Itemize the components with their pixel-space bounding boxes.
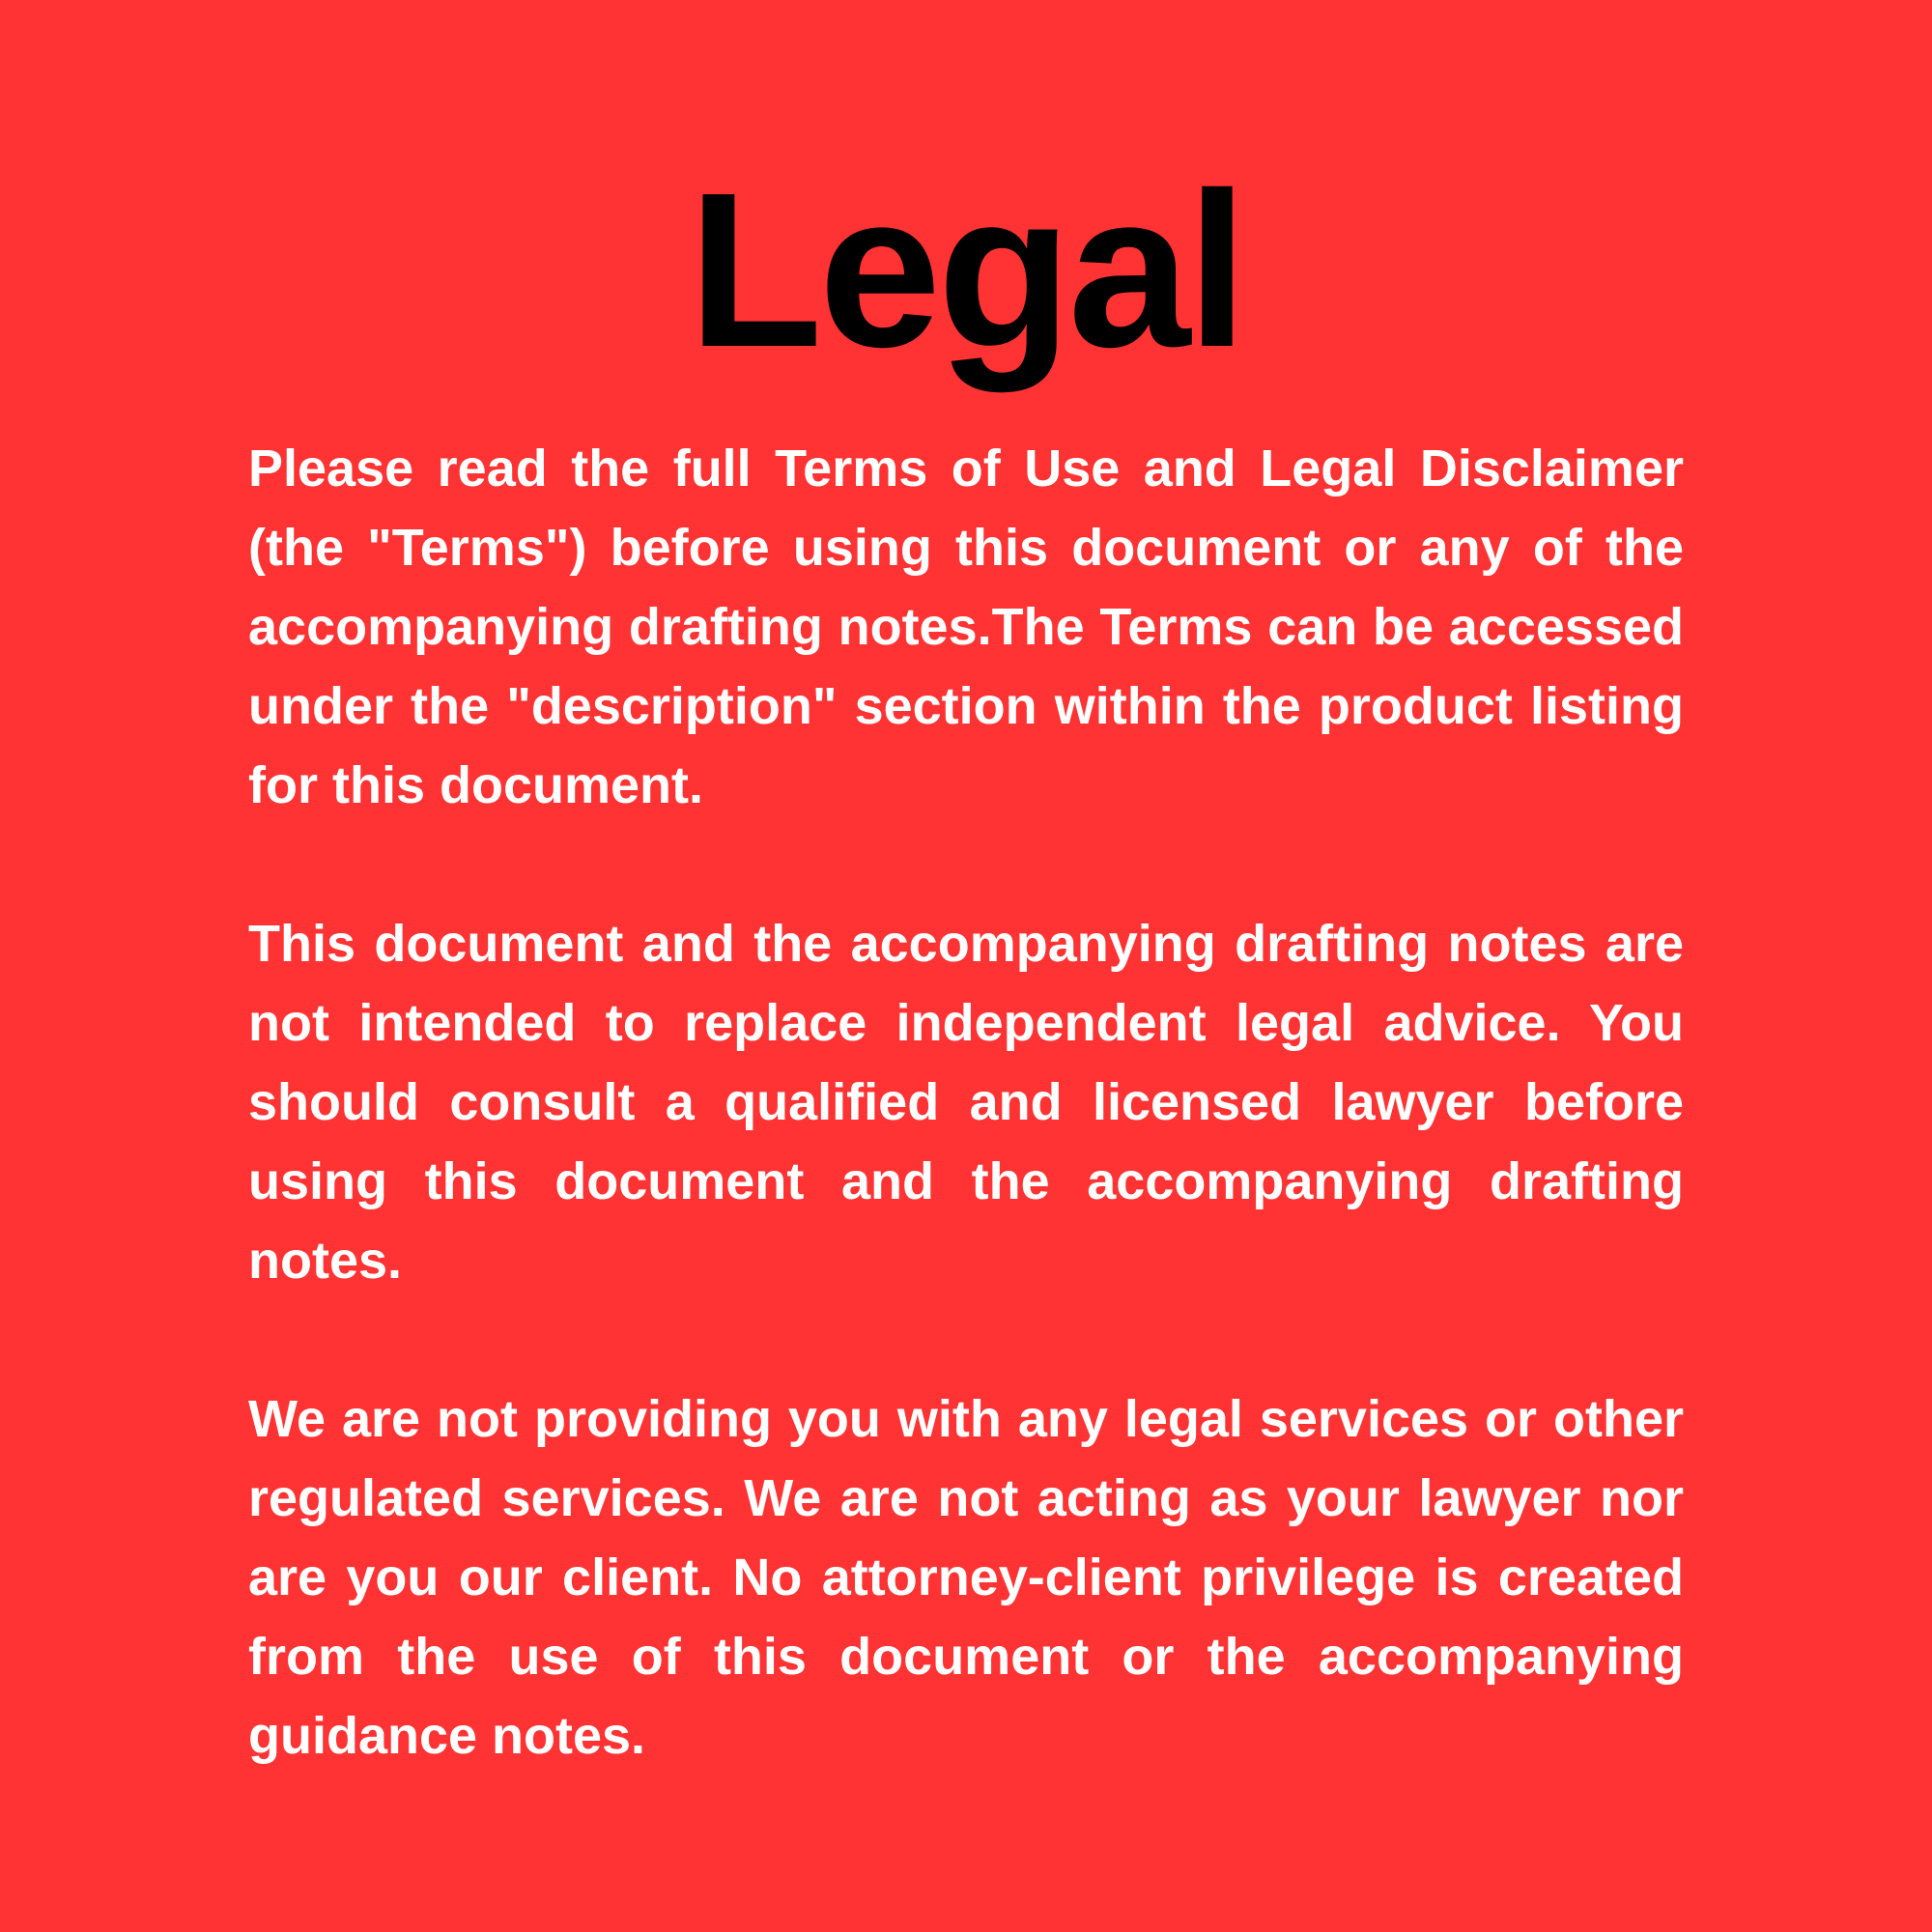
legal-advice-paragraph: This document and the accompanying drafting notes are not intended to replace independent legal advice. You should consult a qualified and licensed lawyer before using this document and the accompanying drafting notes. (248, 915, 1684, 1290)
terms-paragraph: Please read the full Terms of Use and Legal Disclaimer (the "Terms") before using this document or any of the accompanying drafting notes.The Terms can be accessed under the "description" section within the product listing for this document. (248, 440, 1684, 814)
disclaimer-body (248, 429, 1684, 1776)
no-services-paragraph: We are not providing you with any legal services or other regulated services. We are not acting as your lawyer nor are you our client. No attorney-client privilege is created from the use of this document or the accompanying guidance notes. (248, 1390, 1684, 1765)
page-title: Legal (688, 148, 1244, 393)
